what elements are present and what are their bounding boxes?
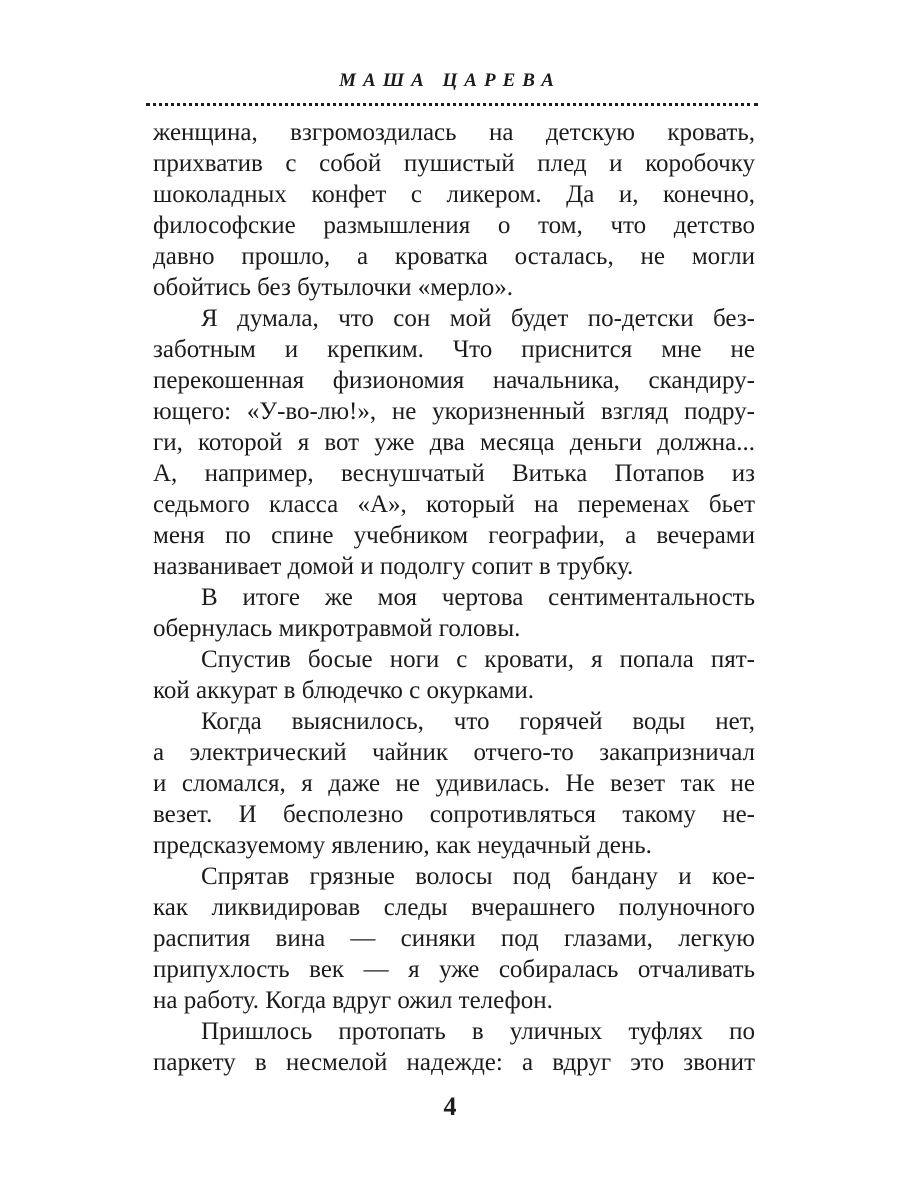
text-line: давно прошло, а кроватка осталась, не могли	[153, 243, 755, 270]
text-line: распития вина — синяки под глазами, легкую	[153, 925, 755, 952]
text-line: припухлость век — я уже собиралась отчаливать	[153, 956, 755, 983]
text-line: А, например, веснушчатый Витька Потапов из	[153, 460, 755, 487]
text-line: и сломался, я даже не удивилась. Не везет так не	[153, 770, 755, 797]
text-line: философские размышления о том, что детство	[153, 212, 755, 239]
text-line: Когда выяснилось, что горячей воды нет,	[201, 708, 755, 735]
text-line: седьмого класса «А», который на переменах бьет	[153, 491, 755, 518]
text-line: прихватив с собой пушистый плед и коробочку	[153, 150, 755, 177]
text-line: перекошенная физиономия начальника, скандиру-	[153, 367, 755, 394]
text-line: В итоге же моя чертова сентиментальность	[201, 584, 755, 611]
header-dotted-rule	[146, 103, 758, 106]
text-line: как ликвидировав следы вчерашнего полуночного	[153, 894, 755, 921]
text-line: предсказуемому явлению, как неудачный день.	[153, 832, 652, 859]
text-line: на работу. Когда вдруг ожил телефон.	[153, 987, 553, 1014]
text-line: шоколадных конфет с ликером. Да и, конечно,	[153, 181, 755, 208]
text-line: а электрический чайник отчего-то закапризничал	[153, 739, 755, 766]
running-head: МАША ЦАРЕВА	[339, 70, 561, 91]
text-line: везет. И бесполезно сопротивляться такому не-	[153, 801, 755, 828]
text-line: Спустив босые ноги с кровати, я попала пят-	[201, 646, 755, 673]
text-line: обернулась микротравмой головы.	[153, 615, 521, 642]
text-line: Я думала, что сон мой будет по-детски без-	[201, 305, 755, 332]
text-line: обойтись без бутылочки «мерло».	[153, 274, 514, 301]
text-line: Пришлось протопать в уличных туфлях по	[201, 1018, 755, 1045]
body-text	[153, 117, 755, 1078]
text-line: заботным и крепким. Что приснится мне не	[153, 336, 755, 363]
text-line: паркету в несмелой надежде: а вдруг это звонит	[153, 1049, 755, 1076]
text-line: названивает домой и подолгу сопит в трубку.	[153, 553, 634, 580]
text-line: меня по спине учебником географии, а вечерами	[153, 522, 755, 549]
text-line: Спрятав грязные волосы под бандану и кое-	[201, 863, 755, 890]
text-line: кой аккурат в блюдечко с окурками.	[153, 677, 535, 704]
text-line: женщина, взгромоздилась на детскую кровать,	[153, 119, 755, 146]
page-number: 4	[443, 1092, 457, 1121]
text-line: ющего: «У-во-лю!», не укоризненный взгляд подру-	[153, 398, 755, 425]
text-line: ги, которой я вот уже два месяца деньги должна...	[153, 429, 755, 456]
